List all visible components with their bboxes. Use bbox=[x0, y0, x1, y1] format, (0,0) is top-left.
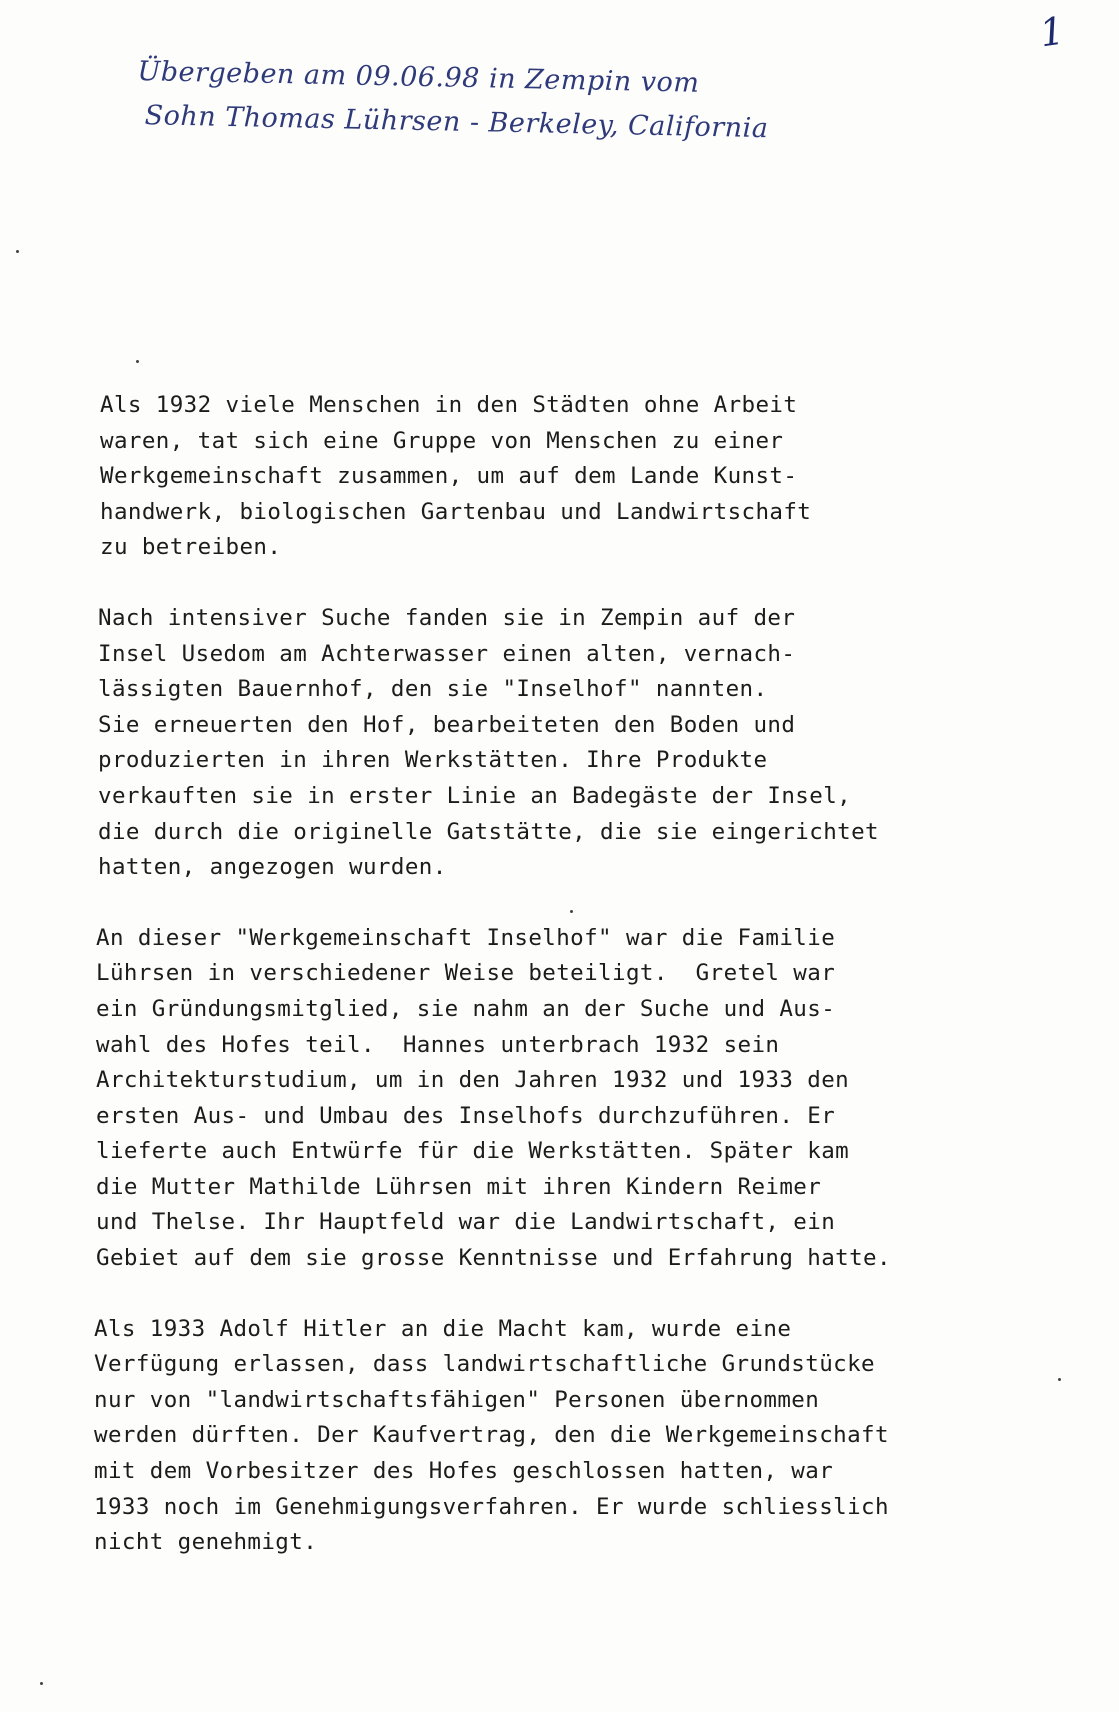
text-line: Sie erneuerten den Hof, bearbeiteten den Boden und bbox=[98, 711, 796, 738]
scan-speck bbox=[40, 1682, 43, 1685]
text-line: und Thelse. Ihr Hauptfeld war die Landwirtschaft, ein bbox=[96, 1209, 836, 1236]
text-line: werden dürften. Der Kaufvertrag, den die Werkgemeinschaft bbox=[94, 1422, 889, 1449]
text-line: die Mutter Mathilde Lührsen mit ihren Kindern Reimer bbox=[96, 1173, 822, 1200]
text-line: Als 1933 Adolf Hitler an die Macht kam, wurde eine bbox=[94, 1315, 792, 1342]
text-line: Verfügung erlassen, dass landwirtschaftliche Grundstücke bbox=[94, 1351, 875, 1378]
text-line: nur von "landwirtschaftsfähigen" Personen übernommen bbox=[94, 1386, 820, 1413]
text-line: Insel Usedom am Achterwasser einen alten, vernach- bbox=[98, 640, 796, 667]
scan-speck bbox=[16, 250, 19, 253]
text-line: An dieser "Werkgemeinschaft Inselhof" war die Familie bbox=[96, 924, 836, 951]
handwritten-note-line: Sohn Thomas Lührsen - Berkeley, California bbox=[144, 100, 769, 145]
paragraph bbox=[96, 921, 1000, 1277]
text-line: ein Gründungsmitglied, sie nahm an der Suche und Aus- bbox=[96, 995, 836, 1022]
paragraph bbox=[94, 1312, 1000, 1561]
text-line: Architekturstudium, um in den Jahren 1932 und 1933 den bbox=[96, 1067, 850, 1094]
text-line: 1933 noch im Genehmigungsverfahren. Er wurde schliesslich bbox=[94, 1493, 889, 1520]
scan-speck bbox=[1058, 1378, 1061, 1381]
text-line: waren, tat sich eine Gruppe von Menschen zu einer bbox=[100, 427, 784, 454]
text-line: produzierten in ihren Werkstätten. Ihre Produkte bbox=[98, 747, 768, 774]
text-line: ersten Aus- und Umbau des Inselhofs durchzuführen. Er bbox=[96, 1102, 836, 1129]
text-line: die durch die originelle Gatstätte, die sie eingerichtet bbox=[98, 818, 879, 845]
text-line: Nach intensiver Suche fanden sie in Zempin auf der bbox=[98, 604, 796, 631]
text-line: mit dem Vorbesitzer des Hofes geschlossen hatten, war bbox=[94, 1458, 834, 1485]
text-line: hatten, angezogen wurden. bbox=[98, 854, 447, 881]
scan-speck bbox=[136, 360, 139, 363]
text-line: lässigten Bauernhof, den sie "Inselhof" nannten. bbox=[98, 676, 768, 703]
scan-speck bbox=[570, 910, 573, 913]
text-line: zu betreiben. bbox=[100, 534, 282, 561]
text-line: wahl des Hofes teil. Hannes unterbrach 1932 sein bbox=[96, 1031, 780, 1058]
handwritten-note bbox=[136, 50, 770, 151]
text-line: Lührsen in verschiedener Weise beteiligt. Gretel war bbox=[96, 960, 836, 987]
text-line: lieferte auch Entwürfe für die Werkstätten. Später kam bbox=[96, 1138, 850, 1165]
text-line: handwerk, biologischen Gartenbau und Landwirtschaft bbox=[100, 498, 812, 525]
text-line: verkauften sie in erster Linie an Badegäste der Insel, bbox=[98, 782, 852, 809]
handwritten-note-line: Übergeben am 09.06.98 in Zempin vom bbox=[137, 55, 700, 99]
typed-text-body bbox=[94, 388, 1000, 1596]
page-number: 1 bbox=[1037, 8, 1068, 56]
text-line: Als 1932 viele Menschen in den Städten ohne Arbeit bbox=[100, 392, 798, 418]
text-line: Gebiet auf dem sie grosse Kenntnisse und Erfahrung hatte. bbox=[96, 1245, 891, 1272]
text-line: Werkgemeinschaft zusammen, um auf dem Lande Kunst- bbox=[100, 463, 798, 490]
paragraph bbox=[98, 601, 1000, 886]
paragraph bbox=[100, 388, 1000, 566]
text-line: nicht genehmigt. bbox=[94, 1529, 318, 1556]
